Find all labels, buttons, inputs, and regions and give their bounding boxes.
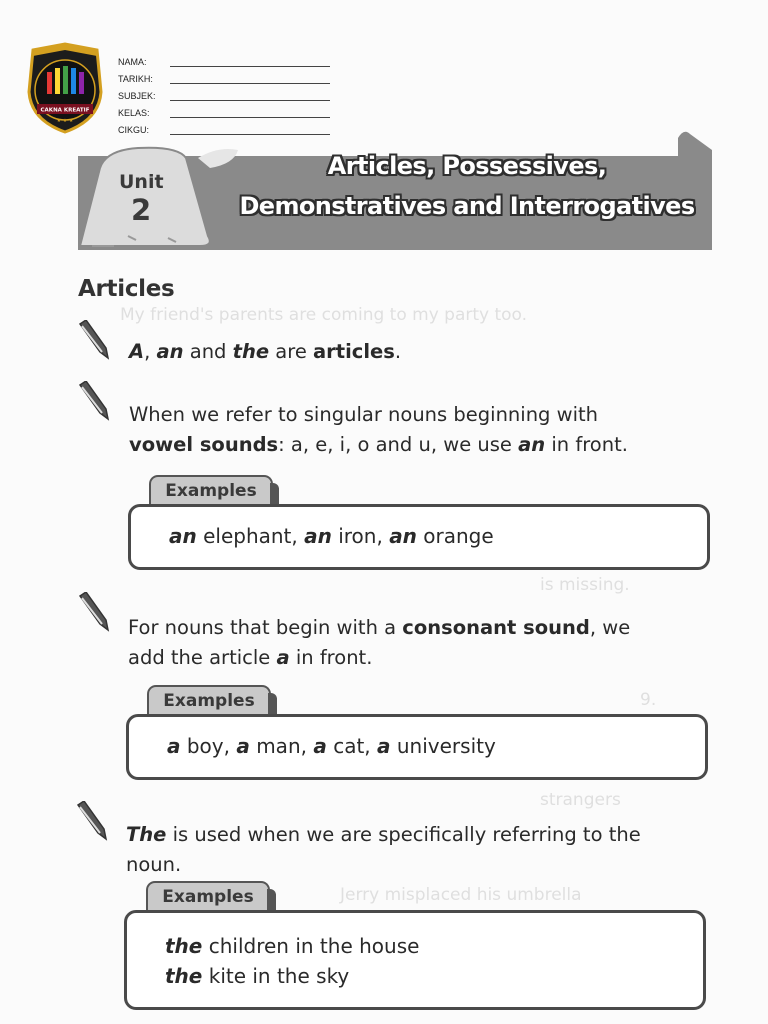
form-row-subjek	[118, 84, 330, 101]
svg-text:★ ★ ★: ★ ★ ★	[56, 118, 74, 124]
form-row-nama	[118, 50, 330, 67]
keyword-articles: articles	[313, 340, 395, 363]
form-label: CIKGU:	[118, 125, 150, 135]
article-an: an	[518, 433, 546, 456]
article: a	[377, 734, 391, 758]
unit-number: 2	[131, 193, 152, 227]
bleed-through-text: My friend's parents are coming to my party too.	[120, 305, 528, 325]
example-word: man,	[249, 734, 314, 758]
pen-bullet-icon	[76, 592, 112, 632]
text: in front.	[545, 433, 628, 456]
form-label: NAMA:	[118, 57, 147, 67]
name-field[interactable]	[170, 54, 330, 67]
examples-box-1	[128, 504, 710, 570]
point-1	[129, 337, 401, 367]
school-logo	[25, 42, 105, 134]
example-word: elephant,	[196, 524, 305, 548]
article: a	[167, 734, 181, 758]
bleed-through-text: strangers	[540, 790, 621, 810]
text: noun.	[126, 853, 182, 876]
bleed-through-text: 9.	[640, 690, 657, 710]
article: a	[313, 734, 327, 758]
text: are	[269, 340, 314, 363]
form-label: TARIKH:	[118, 74, 153, 84]
text: add the article	[128, 646, 277, 669]
examples-tab: Examples	[149, 475, 273, 505]
point-4	[126, 820, 720, 880]
example-phrase: children in the house	[202, 934, 420, 958]
unit-banner	[78, 128, 714, 250]
article: the	[165, 934, 203, 958]
pen-bullet-icon	[76, 381, 112, 421]
unit-title-line1: Articles, Possessives,	[327, 152, 607, 180]
text: in front.	[289, 646, 373, 669]
example-word: university	[390, 734, 496, 758]
bleed-through-text: Jerry misplaced his umbrella	[340, 885, 582, 905]
text: When we refer to singular nouns beginning with	[129, 403, 599, 426]
examples-box-3	[124, 910, 706, 1010]
class-field[interactable]	[170, 105, 330, 118]
form-row-tarikh	[118, 67, 330, 84]
section-heading: Articles	[78, 276, 175, 302]
text: : a, e, i, o and u, we use	[278, 433, 519, 456]
pen-bullet-icon	[76, 320, 112, 360]
example-word: cat,	[326, 734, 378, 758]
subject-field[interactable]	[170, 88, 330, 101]
logo-text: CAKNA KREATIF	[40, 107, 90, 114]
form-label: SUBJEK:	[118, 91, 156, 101]
bleed-through-text: is missing.	[540, 575, 630, 595]
example-word: iron,	[331, 524, 390, 548]
text: ,	[144, 340, 157, 363]
examples-tab: Examples	[147, 685, 271, 715]
keyword-consonant-sound: consonant sound	[402, 616, 590, 639]
form-label: KELAS:	[118, 108, 150, 118]
article-a: a	[276, 646, 290, 669]
point-2	[129, 400, 719, 460]
article-a: A	[129, 340, 145, 363]
pen-bullet-icon	[74, 801, 110, 841]
article: the	[165, 964, 203, 988]
student-info-form	[118, 50, 330, 135]
example-word: boy,	[180, 734, 237, 758]
text: , we	[589, 616, 631, 639]
article: an	[304, 524, 332, 548]
form-row-kelas	[118, 101, 330, 118]
text: .	[394, 340, 402, 363]
unit-title-line2: Demonstratives and Interrogatives	[239, 192, 695, 220]
article: an	[169, 524, 197, 548]
example-phrase: kite in the sky	[202, 964, 350, 988]
article-the: the	[232, 340, 270, 363]
pencil-icon	[47, 72, 52, 94]
text: and	[183, 340, 233, 363]
example-word: orange	[416, 524, 494, 548]
keyword-vowel-sounds: vowel sounds	[129, 433, 279, 456]
article-the: The	[126, 823, 167, 846]
examples-box-2	[126, 714, 708, 780]
unit-label: Unit	[119, 171, 164, 193]
point-3	[128, 613, 718, 673]
examples-tab: Examples	[146, 881, 270, 911]
date-field[interactable]	[170, 71, 330, 84]
article: a	[236, 734, 250, 758]
article: an	[389, 524, 417, 548]
article-an: an	[156, 340, 184, 363]
text: For nouns that begin with a	[128, 616, 403, 639]
text: is used when we are specifically referring to the	[166, 823, 641, 846]
